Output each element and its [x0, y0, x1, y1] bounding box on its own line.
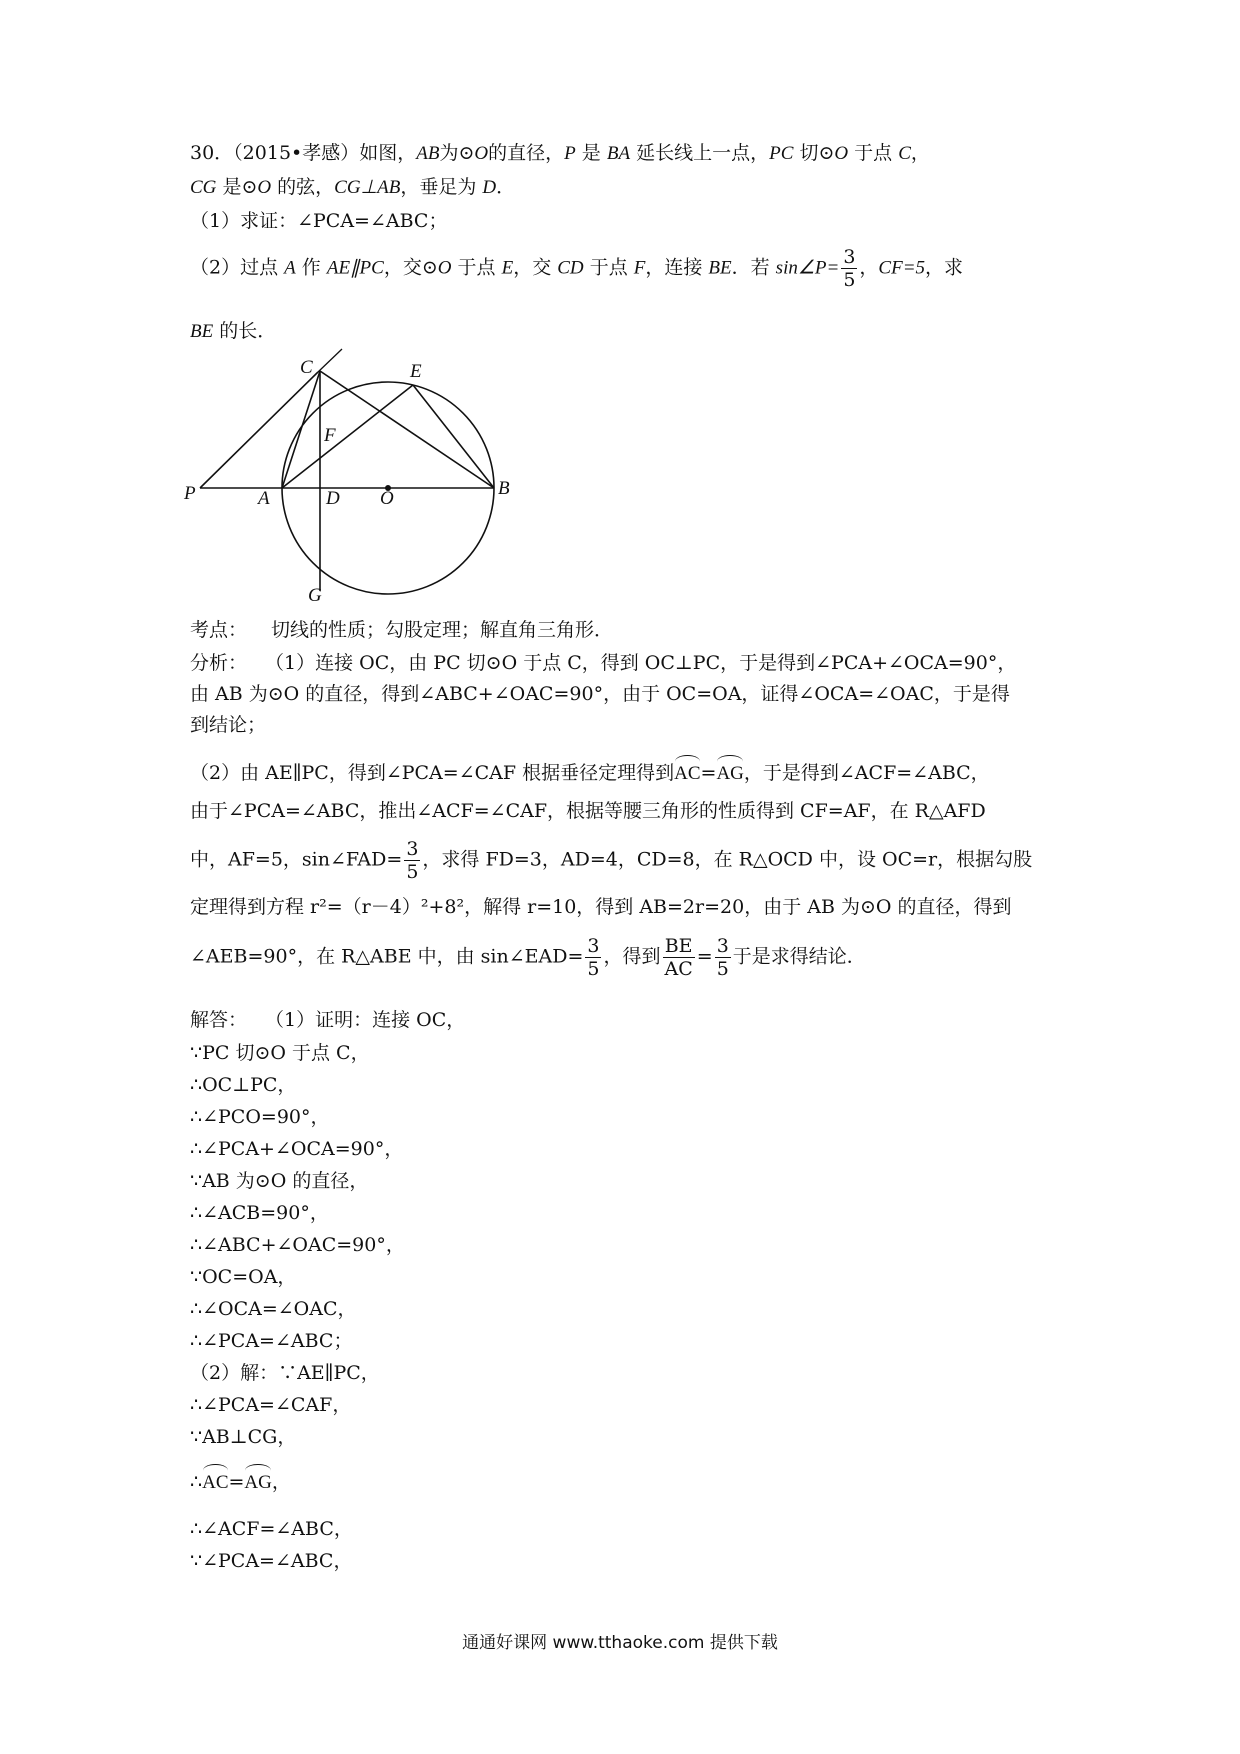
- var: F: [633, 257, 646, 279]
- geometry-figure: [180, 345, 540, 605]
- text: 的弦，: [277, 176, 335, 198]
- text: 于点: [451, 256, 502, 279]
- text: ，于是得到∠ACF=∠ABC，: [743, 762, 990, 784]
- numerator: BE: [663, 935, 695, 958]
- label-c: C: [300, 357, 313, 378]
- jieda-line: ∴∠ABC+∠OAC=90°，: [190, 1234, 405, 1256]
- numerator: 3: [587, 935, 600, 957]
- var-p: P: [564, 143, 576, 164]
- numerator: 3: [716, 935, 729, 957]
- var: CD: [557, 257, 584, 279]
- jieda-line: ∴∠PCA+∠OCA=90°，: [190, 1138, 404, 1160]
- label-e: E: [410, 361, 422, 382]
- jieda-line: ∵∠PCA=∠ABC，: [190, 1550, 353, 1572]
- text: 为⊙: [439, 142, 475, 164]
- kaodian-text: 切线的性质；勾股定理；解直角三角形．: [271, 619, 614, 641]
- problem-part-1: （1）求证：∠PCA=∠ABC；: [190, 210, 448, 232]
- denominator: 5: [406, 861, 419, 883]
- text: 于点: [854, 142, 893, 164]
- fenxi-line-7: 定理得到方程 r²=（r－4）²+8²，解得 r=10，得到 AB=2r=20，由于 AB 为⊙O 的直径，得到: [190, 896, 1012, 918]
- fenxi-line-6: [190, 838, 1032, 883]
- var: sin∠P=: [775, 257, 840, 279]
- denominator: 5: [843, 269, 856, 291]
- line-tangent-ext: [318, 349, 342, 372]
- jieda-text: （1）证明：连接 OC，: [265, 1009, 466, 1031]
- page-footer: 通通好课网 www.tthaoke.com 提供下载: [462, 1633, 778, 1653]
- denominator: AC: [664, 958, 693, 980]
- text: ，求: [925, 256, 964, 279]
- numerator: 3: [843, 246, 856, 268]
- fenxi-line-8: [190, 935, 866, 980]
- arc-ag: AG: [716, 753, 743, 787]
- text: ，: [271, 1471, 291, 1493]
- jieda-line-0: [190, 1007, 465, 1033]
- jieda-line: ∴∠OCA=∠OAC，: [190, 1298, 357, 1320]
- kaodian: [190, 617, 613, 643]
- text: 切⊙: [799, 142, 835, 164]
- jieda-line: （2）解：∵AE∥PC，: [190, 1362, 380, 1384]
- text: 延长线上一点，: [636, 142, 770, 164]
- jieda-line: ∴∠PCO=90°，: [190, 1106, 330, 1128]
- var: AE∥PC: [326, 257, 384, 279]
- var: A: [284, 257, 296, 279]
- label-a: A: [258, 488, 270, 509]
- text: 作: [295, 256, 327, 279]
- jieda-line: ∵AB 为⊙O 的直径，: [190, 1170, 369, 1192]
- line-eb: [413, 385, 494, 488]
- fraction: [715, 935, 731, 980]
- fenxi-line-1: [190, 650, 1016, 676]
- text: ∴: [190, 1471, 203, 1493]
- fenxi-label: 分析：: [190, 652, 248, 674]
- fenxi-text: （1）连接 OC，由 PC 切⊙O 于点 C，得到 OC⊥PC，于是得到∠PCA+∠OCA=90°，: [265, 652, 1017, 674]
- var-cg-ab: CG⊥AB: [334, 177, 401, 198]
- problem-part-3: [190, 318, 276, 345]
- numerator: 3: [406, 838, 419, 860]
- problem-part-2: [190, 246, 963, 291]
- fenxi-line-2: 由 AB 为⊙O 的直径，得到∠ABC+∠OAC=90°，由于 OC=OA，证得∠OCA=∠OAC，于是得: [190, 683, 1010, 705]
- jieda-line: ∵AB⊥CG，: [190, 1426, 297, 1448]
- var-d: D: [482, 177, 497, 198]
- var: CF=5: [878, 257, 926, 279]
- jieda-arc-line: [190, 1462, 291, 1496]
- jieda-line: ∴∠ACB=90°，: [190, 1202, 329, 1224]
- text: 中，AF=5，sin∠FAD=: [190, 848, 403, 871]
- text: ，交⊙: [383, 256, 438, 279]
- problem-line-1: [190, 140, 930, 167]
- label-g: G: [308, 585, 322, 605]
- jieda-line: ∵PC 切⊙O 于点 C，: [190, 1042, 370, 1064]
- text: ．: [496, 176, 516, 198]
- text: 的长．: [213, 320, 277, 342]
- var-ba: BA: [606, 143, 631, 164]
- fenxi-line-4: [190, 753, 990, 787]
- text: （2）过点: [190, 256, 285, 279]
- var-o: O: [834, 143, 849, 164]
- label-p: P: [184, 483, 196, 504]
- arc-ag: AG: [244, 1462, 271, 1496]
- fenxi-line-3: 到结论；: [190, 714, 267, 736]
- fraction: [585, 935, 601, 980]
- text: ，连接: [645, 256, 709, 279]
- var-cg: CG: [190, 177, 217, 198]
- jieda-line: ∴∠PCA=∠ABC；: [190, 1330, 353, 1352]
- jieda-line: ∴∠ACF=∠ABC，: [190, 1518, 353, 1540]
- label-o: O: [380, 488, 394, 509]
- text: ．若: [731, 256, 776, 279]
- text: ，交: [513, 256, 558, 279]
- text: =: [228, 1471, 245, 1493]
- text: 的直径，: [488, 142, 565, 164]
- jieda-label: 解答：: [190, 1009, 248, 1031]
- denominator: 5: [716, 958, 729, 980]
- var: O: [437, 257, 452, 279]
- label-b: B: [498, 478, 510, 499]
- var-o: O: [257, 177, 272, 198]
- text: ，求得 FD=3，AD=4，CD=8，在 R△OCD 中，设 OC=r，根据勾股: [422, 848, 1033, 871]
- line-cb: [320, 371, 494, 488]
- text: ，得到: [603, 945, 661, 968]
- fenxi-line-5: 由于∠PCA=∠ABC，推出∠ACF=∠CAF，根据等腰三角形的性质得到 CF=AF，在 R△AFD: [190, 800, 986, 822]
- fraction: [841, 246, 857, 291]
- jieda-line: ∴OC⊥PC，: [190, 1074, 297, 1096]
- jieda-line: ∵OC=OA，: [190, 1266, 297, 1288]
- var-ab: AB: [416, 143, 440, 164]
- text: （2）由 AE∥PC，得到∠PCA=∠CAF 根据垂径定理得到: [190, 762, 675, 784]
- var-be: BE: [190, 321, 214, 342]
- text: 于是求得结论．: [732, 945, 866, 968]
- label-f: F: [324, 425, 336, 446]
- line-ae: [282, 385, 413, 488]
- text: ∠AEB=90°，在 R△ABE 中，由 sin∠EAD=: [190, 945, 584, 968]
- var: BE: [708, 257, 732, 279]
- denominator: 5: [587, 958, 600, 980]
- text: ，: [910, 142, 930, 164]
- arc-ac: AC: [674, 753, 700, 787]
- var: E: [501, 257, 514, 279]
- arc-ac: AC: [202, 1462, 228, 1496]
- text: =: [696, 945, 713, 968]
- text: 是⊙: [222, 176, 258, 198]
- text: 是: [581, 142, 601, 164]
- problem-number: 30．（2015•孝感）如图，: [190, 142, 417, 164]
- label-d: D: [326, 488, 340, 509]
- fraction: [663, 935, 695, 980]
- var-o: O: [474, 143, 489, 164]
- jieda-line: ∴∠PCA=∠CAF，: [190, 1394, 352, 1416]
- text: 于点: [583, 256, 634, 279]
- text: ，垂足为: [400, 176, 477, 198]
- text: =: [700, 762, 717, 784]
- var-pc: PC: [769, 143, 794, 164]
- var-c: C: [898, 143, 911, 164]
- fraction: [404, 838, 420, 883]
- text: ，: [859, 256, 879, 279]
- kaodian-label: 考点：: [190, 619, 248, 641]
- problem-line-2: [190, 174, 515, 201]
